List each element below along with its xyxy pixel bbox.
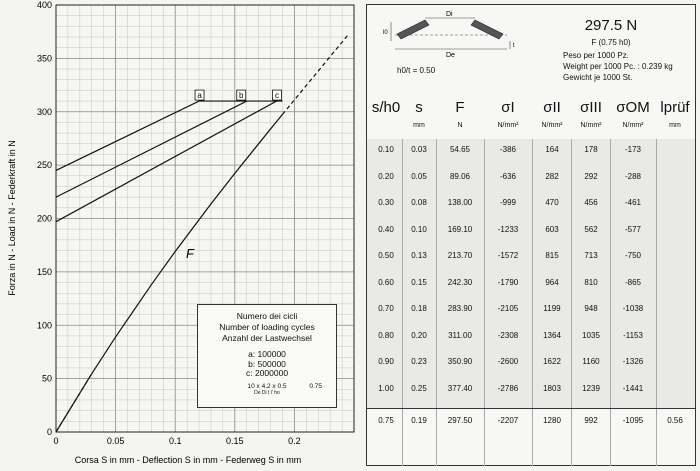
table-cell: 0.08 <box>411 198 427 207</box>
curve-label-f: F <box>186 246 194 261</box>
table-cell: -636 <box>499 171 516 181</box>
series-tag-c: c <box>275 91 280 101</box>
legend-box <box>197 304 337 408</box>
table-cell: 89.06 <box>449 171 471 181</box>
table-cell: 1622 <box>543 357 561 366</box>
y-tick-label: 50 <box>41 373 52 384</box>
table-cell: 470 <box>545 198 559 207</box>
y-tick-label: 0 <box>46 427 52 437</box>
legend-a-key: a: <box>248 349 256 359</box>
spec-weight-de: Gewicht je 1000 St. <box>563 73 633 82</box>
table-footer-cell: 0.56 <box>667 416 683 425</box>
table-cell: 810 <box>584 277 598 287</box>
table-cell: 1.00 <box>378 383 394 393</box>
x-tick-label: 0.05 <box>106 436 125 446</box>
table-cell: 0.90 <box>378 357 394 366</box>
table-cell: 0.20 <box>378 171 394 181</box>
table-cell: 0.30 <box>378 198 394 207</box>
table-cell: 0.10 <box>411 224 427 234</box>
table-header-symbol: s/h0 <box>371 99 401 116</box>
table-cell: 377.40 <box>447 383 473 393</box>
x-tick-label: 0 <box>53 436 59 446</box>
series-tag-b: b <box>239 91 244 101</box>
legend-b-key: b: <box>248 358 256 369</box>
table-header-symbol: σII <box>543 99 561 116</box>
y-tick-label: 300 <box>36 106 52 117</box>
y-tick-label: 250 <box>36 160 52 171</box>
y-tick-label: 200 <box>36 213 52 224</box>
spec-label-de: De <box>446 52 455 59</box>
table-cell: 54.65 <box>449 145 471 154</box>
table-cell: 713 <box>584 251 598 260</box>
table-cell: -1326 <box>622 357 644 366</box>
table-cell: -1233 <box>497 224 519 234</box>
table-cell: -2786 <box>497 383 519 393</box>
table-cell: 213.70 <box>447 251 473 260</box>
table-cell: 0.70 <box>378 304 394 313</box>
table-cell: 311.00 <box>448 330 472 340</box>
legend-b-val: 500000 <box>257 358 286 369</box>
table-cell: -288 <box>624 171 641 181</box>
table-cell: 1199 <box>543 304 561 313</box>
spec-label-di: Di <box>446 11 453 18</box>
table-cell: -1790 <box>497 277 519 287</box>
legend-line-1: Numero dei cicli <box>236 311 298 321</box>
table-cell: 350.90 <box>447 357 473 366</box>
x-axis-label: Corsa S in mm - Deflection S in mm - Federweg S in mm <box>74 455 302 465</box>
table-cell: 0.15 <box>411 277 427 287</box>
table-cell: -999 <box>499 198 516 207</box>
table-cell: -1441 <box>622 383 644 393</box>
disc-spring-drawing-icon <box>367 5 517 65</box>
spec-weight-it: Peso per 1000 Pz. <box>563 51 629 60</box>
table-cell: 242.30 <box>447 277 473 287</box>
table-cell: 138.00 <box>447 198 473 207</box>
legend-dims-right: 0.75 <box>309 382 322 390</box>
table-cell: 1803 <box>543 383 561 393</box>
spec-force-note: F (0.75 h0) <box>591 38 631 47</box>
spec-label-l0: l0 <box>383 30 388 36</box>
table-footer-cell: -1095 <box>622 416 644 425</box>
y-tick-label: 150 <box>36 266 52 277</box>
table-cell: 164 <box>545 145 559 154</box>
table-cell: -2600 <box>497 357 519 366</box>
spec-force: 297.5 N <box>584 17 638 34</box>
x-tick-label: 0.1 <box>168 436 182 446</box>
x-tick-label: 0.15 <box>226 436 244 446</box>
table-cell: 0.13 <box>411 251 427 260</box>
table-cell: -577 <box>624 224 641 234</box>
table-header-unit: N <box>457 122 463 129</box>
table-cell: 0.60 <box>378 277 394 287</box>
table-cell: 0.80 <box>378 330 394 340</box>
table-cell: 1035 <box>582 330 600 340</box>
table-header-unit: N/mm² <box>497 122 519 129</box>
y-tick-label: 400 <box>36 0 52 10</box>
table-cell: 603 <box>545 224 559 234</box>
table-cell: 456 <box>584 198 598 207</box>
legend-line-2: Number of loading cycles <box>219 322 315 332</box>
spec-label-t: t <box>513 43 515 49</box>
table-header-unit: mm <box>413 122 425 129</box>
table-header-symbol: lprüf <box>660 99 690 116</box>
table-cell: 1160 <box>582 357 600 366</box>
table-cell: 292 <box>584 171 598 181</box>
table-cell: 0.05 <box>411 171 427 181</box>
table-cell: -173 <box>624 145 641 154</box>
table-header-symbol: σIII <box>580 99 602 116</box>
x-tick-label: 0.2 <box>288 436 301 446</box>
table-cell: 169.10 <box>447 224 473 234</box>
table-cell: 283.90 <box>447 304 473 313</box>
legend-c-val: 2000000 <box>254 368 289 378</box>
table-cell: 948 <box>584 304 598 313</box>
table-cell: -2105 <box>497 304 519 313</box>
legend-line-3: Anzahl der Lastwechsel <box>222 333 312 343</box>
table-cell: 1364 <box>543 330 561 340</box>
table-header-symbol: s <box>415 99 423 116</box>
table-cell: 0.20 <box>411 330 427 340</box>
legend-dims: 10 x 4.2 x 0.5 <box>247 382 287 390</box>
table-header-unit: mm <box>669 122 681 129</box>
table-cell: 0.50 <box>378 251 394 260</box>
spec-weight-en: Weight per 1000 Pc. : 0.239 kg <box>563 62 673 71</box>
spring-spec <box>367 5 695 92</box>
table-cell: -1572 <box>497 251 519 260</box>
table-cell: 815 <box>545 251 559 260</box>
y-axis-label: Forza in N - Load in N - Federkraft in N <box>7 140 17 296</box>
y-tick-label: 100 <box>36 320 52 331</box>
table-cell: -865 <box>624 277 641 287</box>
y-tick-label: 350 <box>36 53 52 64</box>
table-cell: 0.23 <box>411 357 427 366</box>
table-cell: 0.40 <box>378 224 394 234</box>
table-cell: 282 <box>545 171 559 181</box>
table-footer-cell: 297.50 <box>447 416 473 425</box>
table-cell: -386 <box>499 145 516 154</box>
table-footer-cell: 0.75 <box>378 416 394 425</box>
table-cell: -1038 <box>622 304 644 313</box>
table-cell: 964 <box>545 277 559 287</box>
table-footer-cell: 992 <box>584 416 598 425</box>
table-header-symbol: σOM <box>616 99 650 116</box>
table-cell: -2308 <box>497 330 519 340</box>
table-footer-divider <box>367 408 695 409</box>
table-header-unit: N/mm² <box>541 122 563 129</box>
table-footer-cell: -2207 <box>497 416 519 425</box>
table-cell: -1153 <box>623 330 643 340</box>
table-cell: -461 <box>624 198 641 207</box>
table-cell: 0.03 <box>411 145 427 154</box>
legend-a-val: 100000 <box>257 349 286 359</box>
spec-table-panel <box>366 4 696 466</box>
table-cell: -750 <box>624 251 641 260</box>
table-cell: 0.10 <box>378 145 394 154</box>
table-cell: 1239 <box>582 383 600 393</box>
table-header-unit: N/mm² <box>622 122 644 129</box>
table-cell: 178 <box>584 145 598 154</box>
table-header-unit: N/mm² <box>580 122 602 129</box>
table-cell: 562 <box>584 224 598 234</box>
table-cell: 0.18 <box>411 304 427 313</box>
table-footer-cell: 0.19 <box>411 416 427 425</box>
table-cell: 0.25 <box>411 383 427 393</box>
spec-ratio: h0/t = 0.50 <box>397 66 436 75</box>
legend-dims-sub: De Di t l' ho <box>254 389 280 396</box>
table-header-symbol: F <box>455 99 465 116</box>
table-header-symbol: σI <box>501 99 515 116</box>
table-footer-cell: 1280 <box>543 416 561 425</box>
series-tag-a: a <box>197 91 202 101</box>
legend-c-key: c: <box>245 368 253 378</box>
